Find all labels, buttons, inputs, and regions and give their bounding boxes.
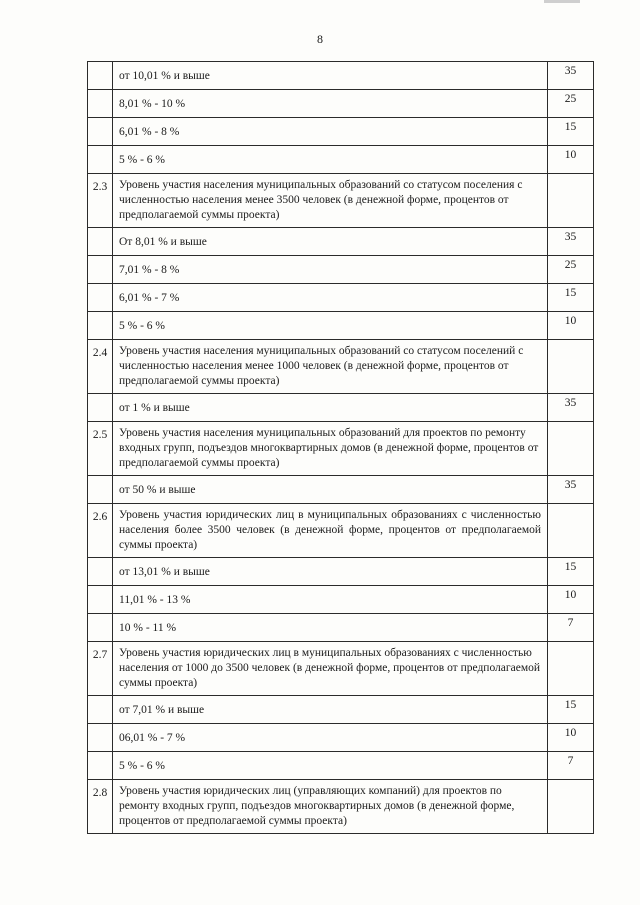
- criterion-number: [88, 118, 113, 146]
- score-value: 10: [548, 586, 594, 614]
- threshold-range: от 7,01 % и выше: [113, 696, 548, 724]
- criterion-number: [88, 394, 113, 422]
- score-value: 15: [548, 558, 594, 586]
- threshold-row: [88, 558, 594, 586]
- criterion-description: Уровень участия юридических лиц (управляющих компаний) для проектов по ремонту входных групп, подъездов многоквартирных домов (в денежной форме, процентов от предполагаемой суммы проекта): [113, 780, 548, 834]
- score-value: 7: [548, 614, 594, 642]
- score-value: 10: [548, 312, 594, 340]
- score-value: [548, 340, 594, 394]
- threshold-range: 5 % - 6 %: [113, 146, 548, 174]
- threshold-row: [88, 312, 594, 340]
- criterion-number: [88, 256, 113, 284]
- criteria-table-body: [88, 62, 594, 834]
- criterion-number: [88, 696, 113, 724]
- criterion-number: [88, 558, 113, 586]
- criterion-number: 2.8: [88, 780, 113, 834]
- threshold-row: [88, 228, 594, 256]
- criterion-number: 2.3: [88, 174, 113, 228]
- threshold-row: [88, 62, 594, 90]
- threshold-range: От 8,01 % и выше: [113, 228, 548, 256]
- criterion-number: 2.6: [88, 504, 113, 558]
- threshold-row: [88, 752, 594, 780]
- threshold-row: [88, 394, 594, 422]
- criterion-number: 2.7: [88, 642, 113, 696]
- score-value: [548, 642, 594, 696]
- score-value: 25: [548, 256, 594, 284]
- criterion-number: [88, 312, 113, 340]
- criterion-number: 2.5: [88, 422, 113, 476]
- criterion-number: [88, 614, 113, 642]
- criterion-number: [88, 724, 113, 752]
- score-value: 15: [548, 118, 594, 146]
- threshold-row: [88, 476, 594, 504]
- threshold-range: 5 % - 6 %: [113, 312, 548, 340]
- threshold-row: [88, 696, 594, 724]
- threshold-range: 10 % - 11 %: [113, 614, 548, 642]
- criterion-description: Уровень участия юридических лиц в муниципальных образованиях с численностью населения более 3500 человек (в денежной форме, процентов от предполагаемой суммы проекта): [113, 504, 548, 558]
- score-value: [548, 174, 594, 228]
- score-value: 10: [548, 724, 594, 752]
- criterion-row: [88, 340, 594, 394]
- criterion-number: [88, 586, 113, 614]
- threshold-row: [88, 90, 594, 118]
- score-value: [548, 422, 594, 476]
- score-value: 35: [548, 476, 594, 504]
- criterion-row: [88, 780, 594, 834]
- threshold-row: [88, 146, 594, 174]
- threshold-row: [88, 256, 594, 284]
- threshold-row: [88, 614, 594, 642]
- criterion-row: [88, 422, 594, 476]
- threshold-range: от 1 % и выше: [113, 394, 548, 422]
- score-value: 15: [548, 696, 594, 724]
- criterion-number: [88, 476, 113, 504]
- score-value: 35: [548, 228, 594, 256]
- criterion-row: [88, 504, 594, 558]
- criteria-table: [87, 61, 594, 834]
- score-value: 35: [548, 62, 594, 90]
- score-value: 15: [548, 284, 594, 312]
- threshold-range: 6,01 % - 7 %: [113, 284, 548, 312]
- page-number: 8: [317, 32, 323, 46]
- criterion-row: [88, 174, 594, 228]
- score-value: 25: [548, 90, 594, 118]
- threshold-range: 11,01 % - 13 %: [113, 586, 548, 614]
- threshold-range: от 50 % и выше: [113, 476, 548, 504]
- criterion-number: [88, 284, 113, 312]
- criterion-description: Уровень участия населения муниципальных образований со статусом поселений с численностью населения менее 1000 человек (в денежной форме, процентов от предполагаемой суммы проекта): [113, 340, 548, 394]
- score-value: [548, 504, 594, 558]
- threshold-range: 8,01 % - 10 %: [113, 90, 548, 118]
- criterion-number: [88, 228, 113, 256]
- threshold-row: [88, 586, 594, 614]
- criterion-number: [88, 62, 113, 90]
- criterion-number: [88, 90, 113, 118]
- score-value: 35: [548, 394, 594, 422]
- criterion-row: [88, 642, 594, 696]
- criterion-description: Уровень участия населения муниципальных образований для проектов по ремонту входных групп, подъездов многоквартирных домов (в денежной форме, процентов от предполагаемой суммы проекта): [113, 422, 548, 476]
- criterion-description: Уровень участия населения муниципальных образований со статусом поселения с численностью населения менее 3500 человек (в денежной форме, процентов от предполагаемой суммы проекта): [113, 174, 548, 228]
- threshold-range: от 10,01 % и выше: [113, 62, 548, 90]
- threshold-row: [88, 118, 594, 146]
- threshold-row: [88, 724, 594, 752]
- score-value: 10: [548, 146, 594, 174]
- threshold-range: от 13,01 % и выше: [113, 558, 548, 586]
- score-value: 7: [548, 752, 594, 780]
- threshold-range: 6,01 % - 8 %: [113, 118, 548, 146]
- criterion-number: [88, 752, 113, 780]
- scan-corner-mark: [544, 0, 580, 3]
- criterion-description: Уровень участия юридических лиц в муниципальных образованиях с численностью населения от 1000 до 3500 человек (в денежной форме, процентов от предполагаемой суммы проекта): [113, 642, 548, 696]
- criterion-number: 2.4: [88, 340, 113, 394]
- threshold-row: [88, 284, 594, 312]
- score-value: [548, 780, 594, 834]
- criterion-number: [88, 146, 113, 174]
- threshold-range: 7,01 % - 8 %: [113, 256, 548, 284]
- threshold-range: 5 % - 6 %: [113, 752, 548, 780]
- threshold-range: 06,01 % - 7 %: [113, 724, 548, 752]
